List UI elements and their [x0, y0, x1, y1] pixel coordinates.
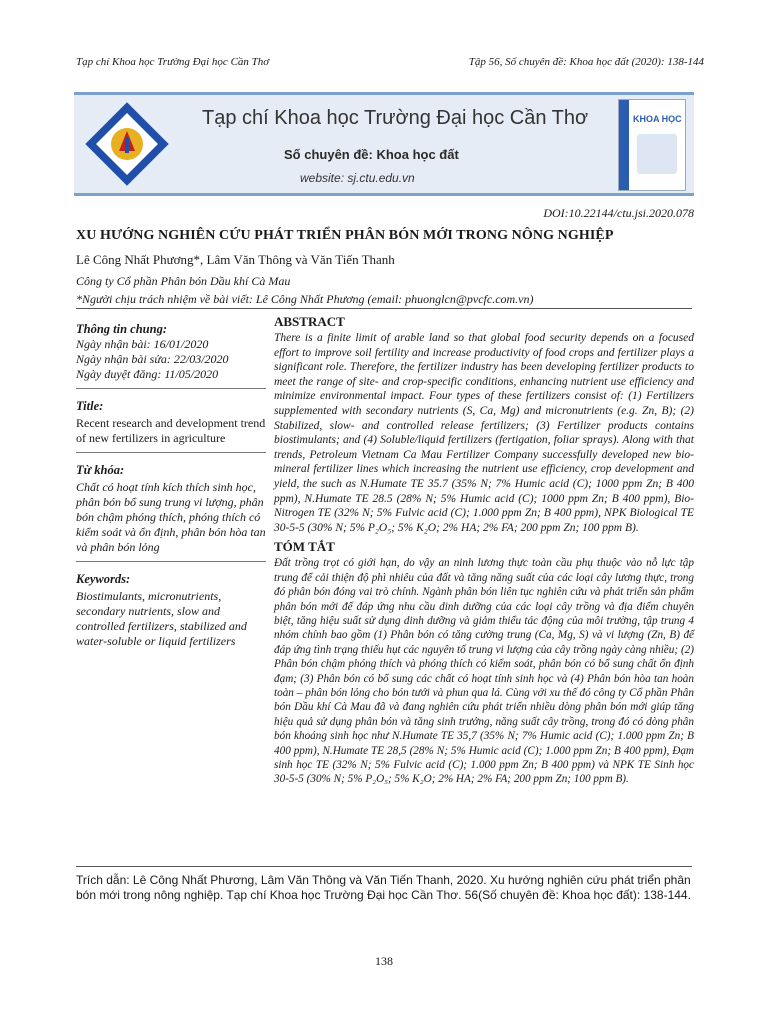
corresponding-author: *Người chịu trách nhiệm về bài viết: Lê Công Nhất Phương (email: phuonglcn@pvcfc.com.vn): [76, 292, 692, 309]
article-title: XU HƯỚNG NGHIÊN CỨU PHÁT TRIỂN PHÂN BÓN MỚI TRONG NÔNG NGHIỆP: [76, 228, 614, 243]
running-header-right: Tập 56, Số chuyên đề: Khoa học đất (2020): 138-144: [468, 56, 704, 68]
doi: DOI:10.22144/ctu.jsi.2020.078: [543, 206, 694, 220]
abstract-heading: ABSTRACT: [274, 314, 345, 329]
tukhoa-text: Chất có hoạt tính kích thích sinh học, phân bón bổ sung trung vi lượng, phân bón chậm phóng thích, phóng thích có kiểm soát và ổn định, phân bón hòa tan và phân bón lỏng: [76, 480, 266, 554]
banner-website: website: sj.ctu.edu.vn: [300, 171, 415, 185]
divider: [76, 561, 266, 562]
citation: Trích dẫn: Lê Công Nhất Phương, Lâm Văn Thông và Văn Tiến Thanh, 2020. Xu hướng nghiên cứu phát triển phân bón mới trong nông nghiệp. Tạp chí Khoa học Trường Đại học Cần Thơ. 56(Số chuyên đề: Khoa học đất): 138-144.: [76, 866, 692, 903]
accepted-date: Ngày duyệt đăng: 11/05/2020: [76, 367, 219, 381]
received-date: Ngày nhận bài: 16/01/2020: [76, 337, 209, 351]
article-info-column: [76, 322, 266, 649]
journal-cover-thumbnail: [618, 99, 686, 191]
info-heading: Thông tin chung:: [76, 322, 168, 336]
page-number: 138: [375, 954, 393, 968]
divider: [76, 388, 266, 389]
banner-title: Tạp chí Khoa học Trường Đại học Cần Thơ: [202, 107, 589, 129]
journal-banner: [74, 92, 694, 196]
abstract-text: There is a finite limit of arable land so that global food security depends on a focused effort to improve soil fertility and increase productivity of food crops and fertilizer plays a significant role. Therefore, the fertilizer industry has been developing fertilizer products to meet the range of site- and crop-specific conditions, enhancing nutrient use efficiency and minimize environmental impact. Four types of these fertilizers consist of: (1) Fertilizers supplemented with secondary nutrients (S, Ca, Mg) and micronutrients (e.g. Zn, B); (2) Stabilized, slow- and controlled release fertilizers; (3) Fertilizer products contains biostimulants; and (4) Soluble/liquid fertilizers (fertigation, foliar sprays). Along with that trends, Petroleum Vietnam Ca Mau Fertilizer Company successfully developed new bio-mineral fertilizer lines which increasing the nutrient use efficiency, crop development and yield, the such as N.Humate TE 35.7 (35% N; 7% Humic acid (C); 1000 ppm Zn; B 400 ppm), N.Humate TE 28.5 (28% N; 5% Humic acid (C); 1000 ppm Zn; B 400 ppm), Bio-Nitrogen TE (32% N; 5% Fulvic acid (C); 1.000 ppm Zn; B 400 ppm), NPK Biological TE 30-5-5 (30% N; 5% P₂O₅; 5% K₂O; 2% HA; 2% FA; 200 ppm Zn; 100 ppm B).: [274, 332, 694, 534]
running-header-left: Tạp chí Khoa học Trường Đại học Cần Thơ: [76, 56, 270, 68]
cover-text: KHOA HỌC: [633, 114, 682, 124]
english-title: Recent research and development trend of new fertilizers in agriculture: [76, 416, 266, 445]
keywords-heading: Keywords:: [76, 572, 131, 586]
tomtat-text: Đất trồng trọt có giới hạn, do vậy an ninh lương thực toàn cầu phụ thuộc vào nỗ lực tập trung để cải thiện độ phì nhiêu của đất và tăng năng suất của các loại cây lương thực, trong đó phân bón đóng vai trò chính. Ngành phân bón liên tục nghiên cứu và phát triển sản phẩm phân bón mới để đáp ứng nhu cầu dinh dưỡng của các loại cây trồng và địa điểm chuyên biệt, tăng hiệu suất sử dụng dinh dưỡng và giảm thiểu tác động của môi trường, tập trung 4 nhóm chính bao gồm (1) Phân bón có tăng cường trung (Ca, Mg, S) và vi lượng (Zn, B) để đáp ứng tình trạng thiếu hụt các nguyên tố trung vi lượng của cây trồng ngày càng nhiều; (2) Phân bón chậm phóng thích và phóng thích có kiểm soát, phân bón có bổ sung chất ổn định đạm; (3) Phân bón có bổ sung các chất có hoạt tính sinh học và (4) Phân bón hòa tan hoàn toàn – phân bón lỏng cho bón tưới và phun qua lá. Cùng với xu thế đó công ty Cổ phần Phân bón Dầu khí Cà Mau đã và đang nghiên cứu phát triển nhiều dòng phân bón mới giúp tăng hiệu quả sử dụng phân bón và tăng sinh trưởng, năng suất cây trồng, trong đó có dòng phân bón khoáng sinh học như N.Humate TE 35,7 (35% N; 7% Humic acid (C); 1.000 ppm Zn; B 400 ppm), N.Humate TE 28,5 (28% N; 5% Humic acid (C); 1.000 ppm Zn; B 400 ppm), Đạm sinh học TE (32% N; 5% Fulvic acid (C); 1.000 ppm Zn; B 400 ppm) và NPK TE Sinh học 30-5-5 (30% N; 5% P₂O₅; 5% K₂O; 2% HA; 2% FA; 200 ppm Zn; 100 ppm B).: [274, 557, 694, 786]
banner-subtitle: Số chuyên đề: Khoa học đất: [284, 147, 459, 162]
cover-map-icon: [637, 134, 677, 174]
divider: [76, 452, 266, 453]
tomtat-heading: TÓM TẮT: [274, 539, 335, 555]
revised-date: Ngày nhận bài sửa: 22/03/2020: [76, 352, 229, 366]
affiliation: Công ty Cổ phần Phân bón Dầu khí Cà Mau: [76, 274, 291, 288]
title-heading: Title:: [76, 399, 104, 413]
authors: Lê Công Nhất Phương*, Lâm Văn Thông và Văn Tiến Thanh: [76, 252, 395, 267]
tukhoa-heading: Từ khóa:: [76, 463, 125, 477]
keywords-text: Biostimulants, micronutrients, secondary nutrients, slow and controlled fertilizers, stabilized and water-soluble or liquid fertilizers: [76, 589, 247, 648]
university-logo-icon: [84, 101, 170, 187]
abstract-column: [274, 314, 694, 787]
